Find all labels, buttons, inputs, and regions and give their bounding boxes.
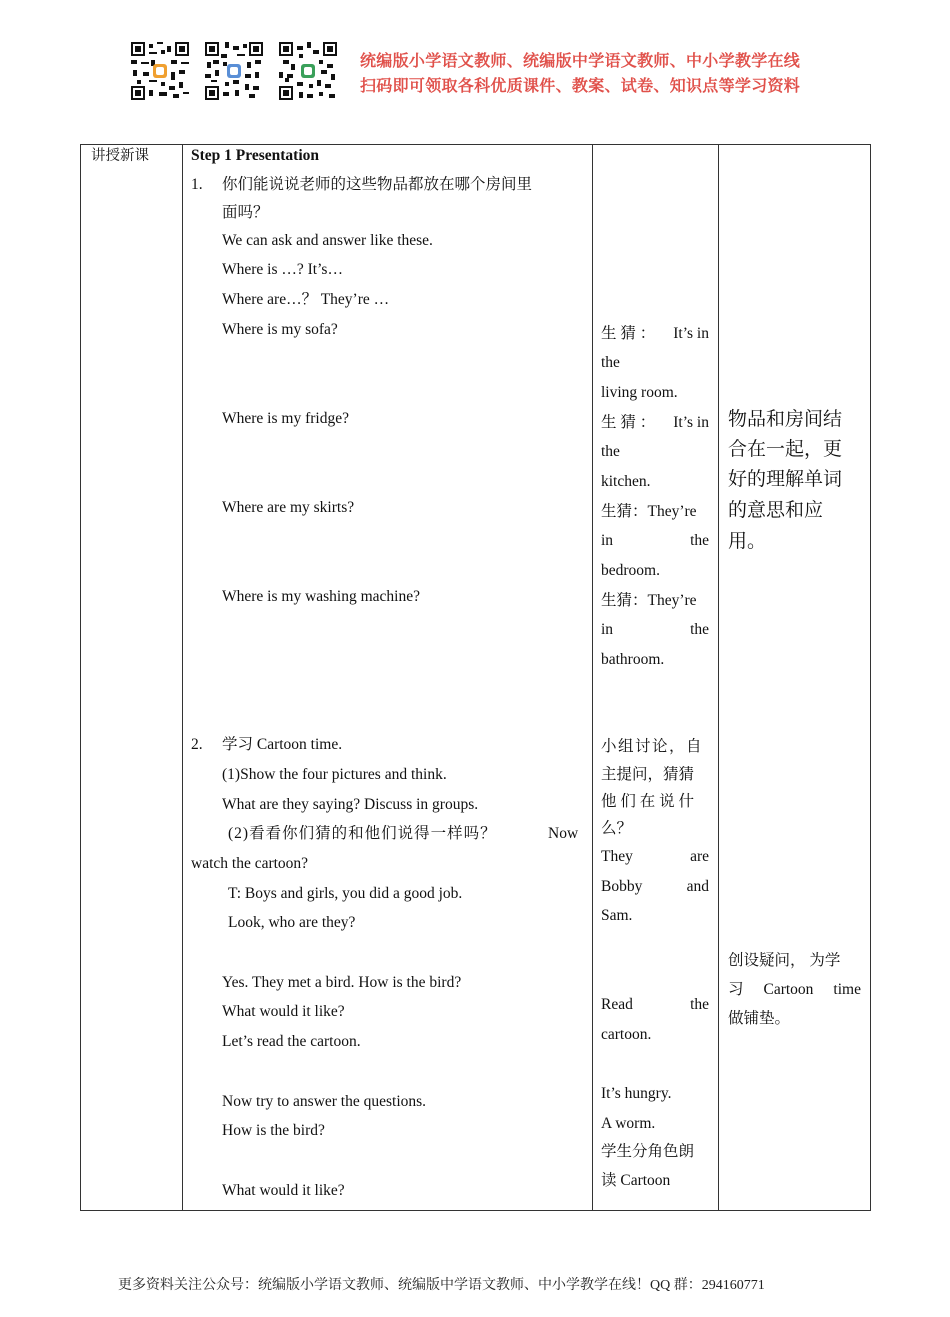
answer-word: the [690,996,709,1013]
student-activity-line [601,995,709,1015]
item1-line: Where is my washing machine? [222,588,420,605]
item2-line: (2)看看你们猜的和他们说得一样吗？ [228,825,497,842]
purpose-word: time [833,981,861,998]
answer-word: are [690,848,709,865]
promo-banner [360,48,800,98]
purpose-line [728,980,861,1000]
item2-line: 学习 Cartoon time. [222,736,343,753]
student-answer-line [601,620,709,640]
student-activity-line [601,877,709,897]
item1-question-line2: 面吗？ [222,204,269,221]
purpose-line: 好的理解单词 [728,469,843,490]
student-answer-line [601,324,709,344]
qr-code-icon [205,42,263,100]
student-activity-line: It’s hungry. [601,1085,672,1102]
student-activity-line: cartoon. [601,1026,652,1043]
item1-line: Where is …? It’s… [222,261,343,278]
banner-line-2: 扫码即可领取各科优质课件、教案、试卷、知识点等学习资料 [360,76,801,95]
purpose-line: 做铺垫。 [728,1010,791,1027]
item-number: 1. [191,176,203,193]
item2-line: How is the bird? [222,1122,325,1139]
item1-line: Where are my skirts? [222,499,355,516]
purpose-line: 合在一起，更 [728,439,843,460]
item2-line: Now try to answer the questions. [222,1093,427,1110]
student-activity-line: A worm. [601,1115,656,1132]
purpose-line: 用。 [728,531,767,552]
student-answer-line: the [601,443,620,460]
item2-line: Yes. They met a bird. How is the bird? [222,974,462,991]
answer-word: the [690,621,709,638]
purpose-line: 的意思和应 [728,500,824,521]
qr-code-1 [131,42,189,100]
banner-line-1: 统编版小学语文教师、统编版中学语文教师、中小学教学在线 [360,51,801,70]
column-divider [592,145,593,1210]
answer-word: Bobby [601,878,643,895]
item-number: 2. [191,736,203,753]
qr-code-3 [279,42,337,100]
item1-line: Where is my sofa? [222,321,338,338]
student-guess-text: It’s in [673,325,709,342]
qr-code-icon [279,42,337,100]
item1-line: Where are…？ They’re … [222,291,390,308]
answer-word: in [601,532,614,549]
item1-line: Where is my fridge? [222,410,349,427]
student-activity-line: 么？ [601,820,633,837]
answer-word: in [601,621,614,638]
student-answer-line: kitchen. [601,473,651,490]
student-guess-label: 生 猜 ： [601,325,656,342]
lesson-table [80,144,871,1211]
student-activity-line: 读 Cartoon [601,1172,671,1189]
student-answer-line: living room. [601,384,678,401]
student-answer-line: bedroom. [601,562,660,579]
student-activity-line: 小组讨论，自 [601,738,704,755]
purpose-word: 习 [728,981,744,998]
footer-note: 更多资料关注公众号：统编版小学语文教师、统编版中学语文教师、中小学教学在线！QQ 群：294160771 [118,1278,765,1293]
item2-line: watch the cartoon? [191,855,309,872]
step-title: Step 1 Presentation [191,147,320,164]
item1-question-line1: 你们能说说老师的这些物品都放在哪个房间里 [222,176,533,193]
answer-word: They [601,848,633,865]
item1-line: We can ask and answer like these. [222,232,433,249]
purpose-line: 物品和房间结 [728,409,843,430]
item2-line: (1)Show the four pictures and think. [222,766,447,783]
qr-code-2 [205,42,263,100]
answer-word: and [686,878,709,895]
purpose-word: Cartoon [763,981,814,998]
column-divider [718,145,719,1210]
item2-line: What would it like? [222,1182,345,1199]
item2-line: Let’s read the cartoon. [222,1033,361,1050]
student-answer-line [601,413,709,433]
section-label: 讲授新课 [91,148,149,164]
qr-code-icon [131,42,189,100]
answer-word: the [690,532,709,549]
item2-line: What would it like? [222,1003,345,1020]
student-activity-line: Sam. [601,907,633,924]
student-answer-line: 生猜：They’re [601,503,697,520]
item2-line: T: Boys and girls, you did a good job. [228,885,463,902]
item2-line: Look, who are they? [228,914,356,931]
item2-line: Now [548,825,579,842]
student-activity-line [601,847,709,867]
answer-word: Read [601,996,633,1013]
student-guess-text: It’s in [673,414,709,431]
student-activity-line: 主提问，猜猜 [601,766,695,783]
column-divider [182,145,183,1210]
student-answer-line: the [601,354,620,371]
student-answer-line: 生猜：They’re [601,592,697,609]
student-answer-line [601,531,709,551]
student-activity-line: 他 们 在 说 什 [601,793,695,810]
student-answer-line: bathroom. [601,651,665,668]
item2-line: What are they saying? Discuss in groups. [222,796,479,813]
student-guess-label: 生 猜 ： [601,414,656,431]
student-activity-line: 学生分角色朗 [601,1143,695,1160]
purpose-line: 创设疑问， 为学 [728,952,841,969]
